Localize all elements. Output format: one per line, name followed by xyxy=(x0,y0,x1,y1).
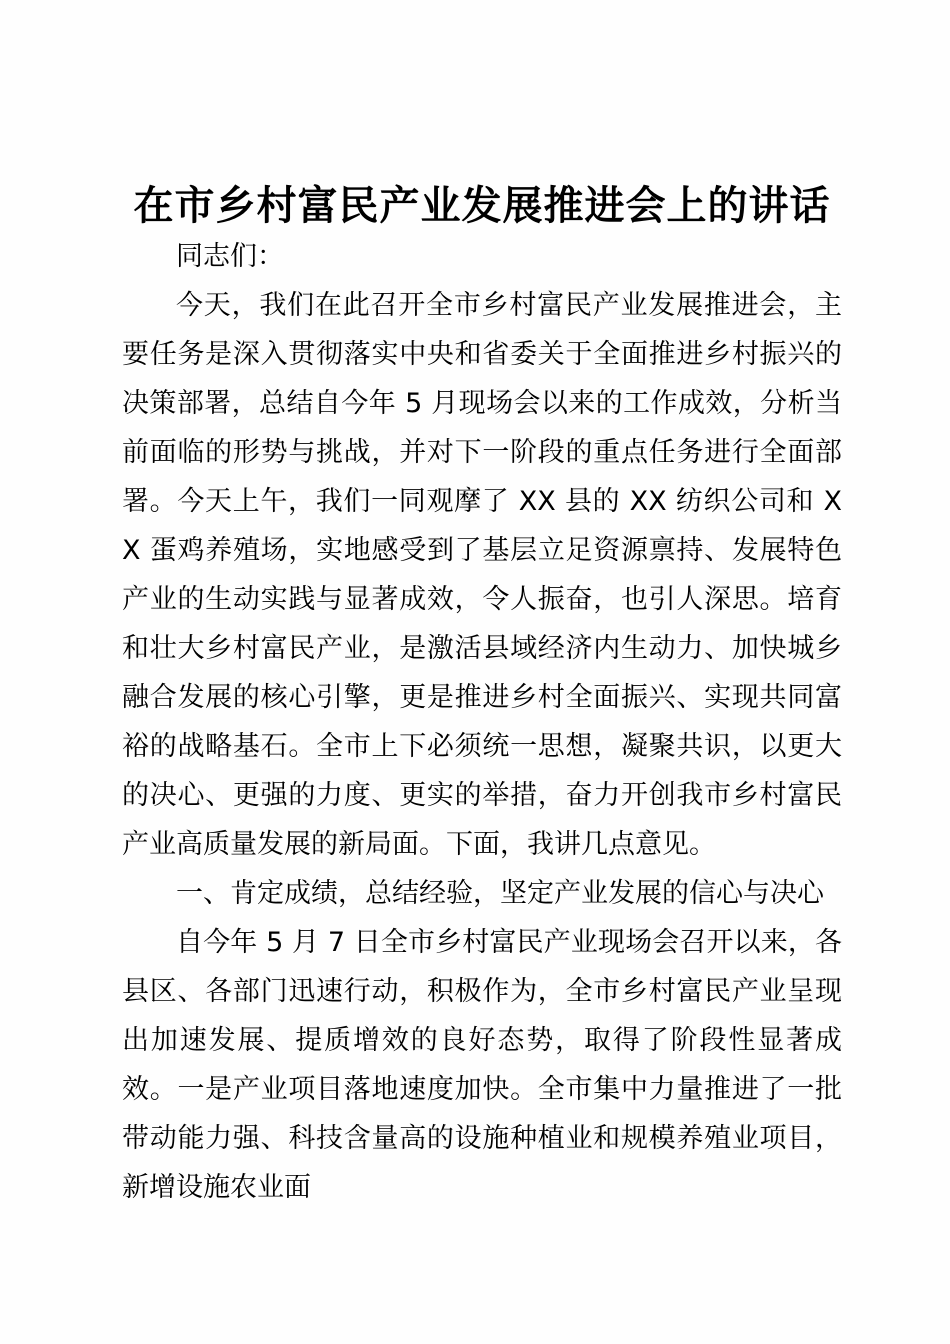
paragraph-section-1-body: 自今年 5 月 7 日全市乡村富民产业现场会召开以来，各县区、各部门迅速行动，积极作为，全市乡村富民产业呈现出加速发展、提质增效的良好态势，取得了阶段性显著成效。一是产业项目落地速度加快。全市集中力量推进了一批带动能力强、科技含量高的设施种植业和规模养殖业项目，新增设施农业面 xyxy=(122,927,842,1203)
salutation-line: 同志们： xyxy=(176,241,284,272)
paragraph-intro: 今天，我们在此召开全市乡村富民产业发展推进会，主要任务是深入贯彻落实中央和省委关于全面推进乡村振兴的决策部署，总结自今年 5 月现场会以来的工作成效，分析当前面临的形势与挑战，并对下一阶段的重点任务进行全面部署。今天上午，我们一同观摩了 XX 县的 XX 纺织公司和 XX 蛋鸡养殖场，实地感受到了基层立足资源禀持、发展特色产业的生动实践与显著成效，令人振奋，也引人深思。培育和壮大乡村富民产业，是激活县域经济内生动力、加快城乡融合发展的核心引擎，更是推进乡村全面振兴、实现共同富裕的战略基石。全市上下必须统一思想，凝聚共识，以更大的决心、更强的力度、更实的举措，奋力开创我市乡村富民产业高质量发展的新局面。下面，我讲几点意见。 xyxy=(122,290,842,860)
document-title: 在市乡村富民产业发展推进会上的讲话 xyxy=(133,182,831,229)
section-heading-1: 一、肯定成绩，总结经验，坚定产业发展的信心与决心 xyxy=(176,878,824,909)
